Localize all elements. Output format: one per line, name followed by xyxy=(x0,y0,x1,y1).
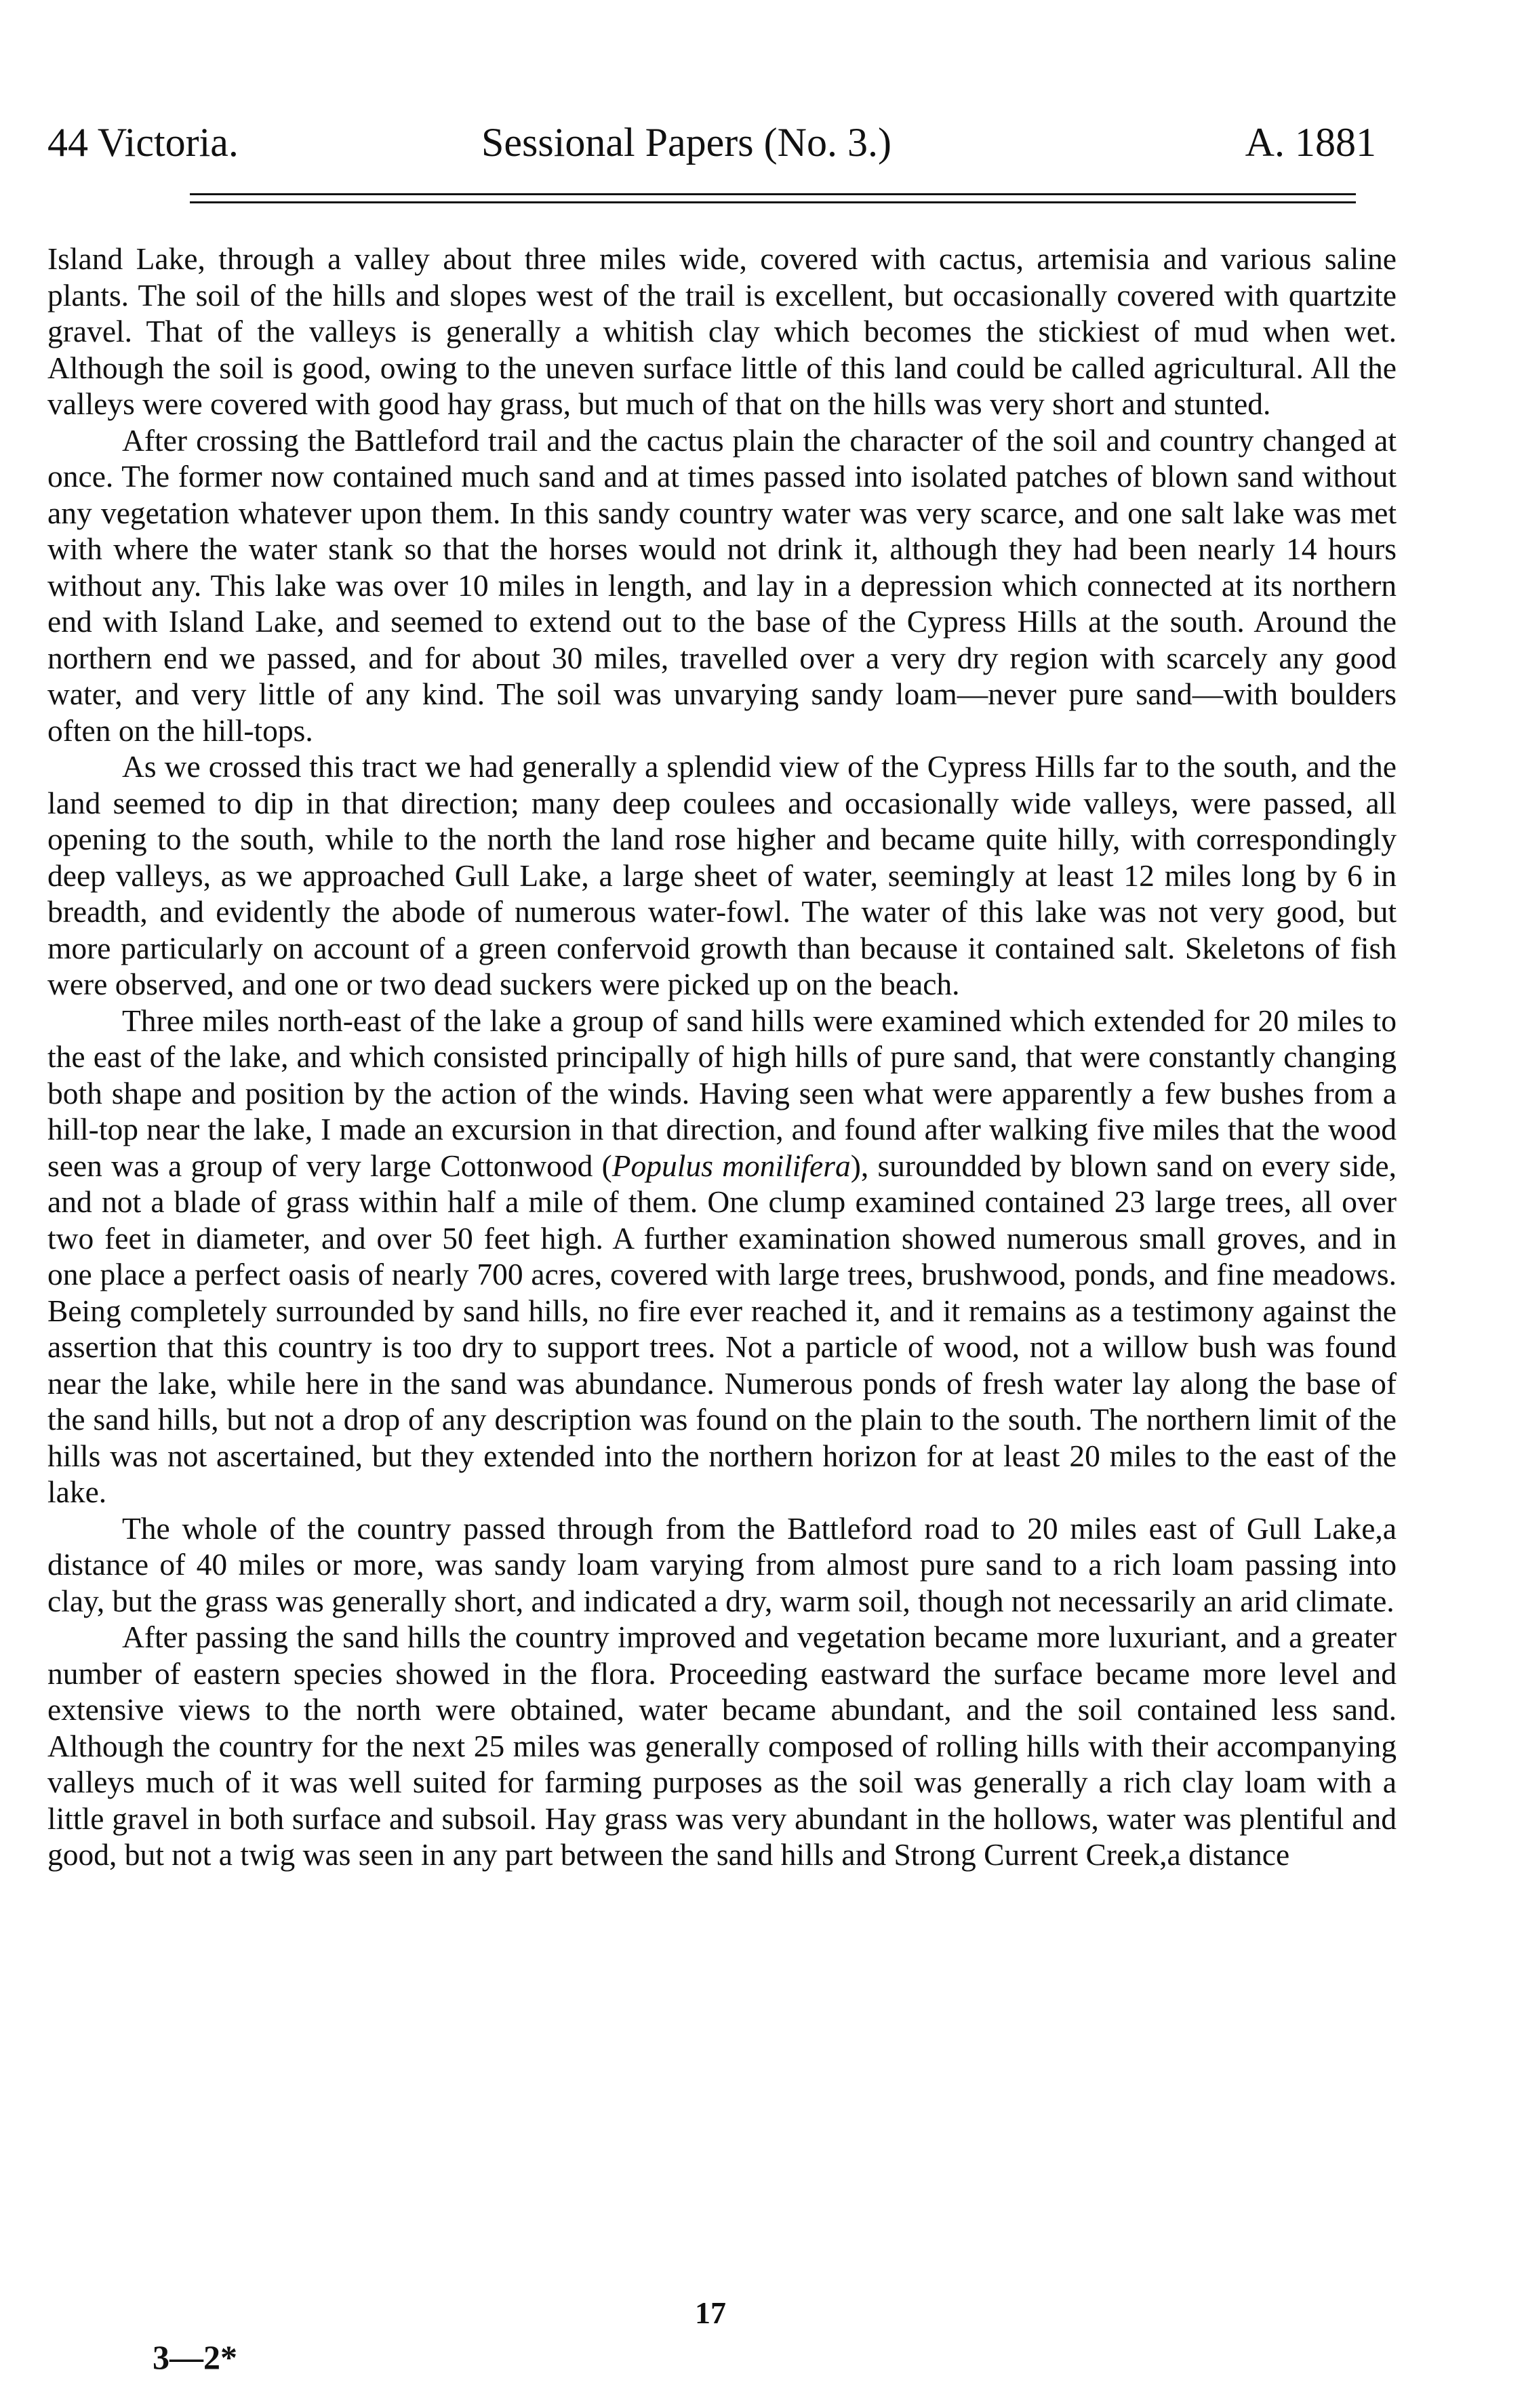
header-rule-top xyxy=(190,193,1356,195)
body-text xyxy=(47,241,1397,1873)
header-volume: 44 Victoria. xyxy=(47,120,239,165)
paragraph-4-part-1: Three miles north-east of the lake a group of sand hills were examined which extended for 20 miles to the east of the lake, and which consisted principally of high hills of pure sand, that were constantly changing both shape and position by the action of the winds. Having seen what were apparently a few bushes from a hill-top near the lake, I made an excursion in that direction, and found after walking five miles that the wood seen was a group of very large Cottonwood ( xyxy=(47,1003,1397,1183)
header-title: Sessional Papers (No. 3.) xyxy=(481,120,891,165)
paragraph-2: After crossing the Battleford trail and the cactus plain the character of the soil and country changed at once. The former now contained much sand and at times passed into isolated patches of blown sand without any vegetation whatever upon them. In this sandy country water was very scarce, and one salt lake was met with where the water stank so that the horses would not drink it, although they had been nearly 14 hours without any. This lake was over 10 miles in length, and lay in a depression which connected at its northern end with Island Lake, and seemed to extend out to the base of the Cypress Hills at the south. Around the northern end we passed, and for about 30 miles, travelled over a very dry region with scarcely any good water, and very little of any kind. The soil was unvarying sandy loam—never pure sand—with boulders often on the hill-tops. xyxy=(47,422,1397,748)
page-number: 17 xyxy=(695,2295,726,2330)
paragraph-4-part-2: ), suroundded by blown sand on every side, and not a blade of grass within half a mile of them. One clump examined contained 23 large trees, all over two feet in diameter, and over 50 feet high. A further examination showed numerous small groves, and in one place a perfect oasis of nearly 700 acres, covered with large trees, brushwood, ponds, and fine meadows. Being completely surrounded by sand hills, no fire ever reached it, and it remains as a testimony against the assertion that this country is too dry to support trees. Not a particle of wood, not a willow bush was found near the lake, while here in the sand was abundance. Numerous ponds of fresh water lay along the base of the sand hills, but not a drop of any description was found on the plain to the south. The northern limit of the hills was not ascertained, but they extended into the northern horizon for at least 20 miles to the east of the lake. xyxy=(47,1148,1397,1509)
species-name: Populus monilifera xyxy=(611,1148,851,1183)
paragraph-1: Island Lake, through a valley about three miles wide, covered with cactus, artemisia and various saline plants. The soil of the hills and slopes west of the trail is excellent, but occasionally covered with quartzite gravel. That of the valleys is generally a whitish clay which becomes the stickiest of mud when wet. Although the soil is good, owing to the uneven surface little of this land could be called agricultural. All the valleys were covered with good hay grass, but much of that on the hills was very short and stunted. xyxy=(47,241,1397,421)
paragraph-4 xyxy=(47,1003,1397,1510)
page-header xyxy=(47,115,1376,169)
paragraph-6: After passing the sand hills the country improved and vegetation became more luxuriant, and a greater number of eastern species showed in the flora. Proceeding eastward the surface became more level and extensive views to the north were obtained, water became abundant, and the soil contained less sand. Although the country for the next 25 miles was generally composed of rolling hills with their accompanying valleys much of it was well suited for farming purposes as the soil was generally a rich clay loam with a little gravel in both surface and subsoil. Hay grass was very abundant in the hollows, water was plentiful and good, but not a twig was seen in any part between the sand hills and Strong Current Creek,a distance xyxy=(47,1620,1397,1872)
paragraph-5: The whole of the country passed through from the Battleford road to 20 miles east of Gull Lake,a distance of 40 miles or more, was sandy loam varying from almost pure sand to a rich loam passing into clay, but the grass was generally short, and indicated a dry, warm soil, though not necessarily an arid climate. xyxy=(47,1510,1397,1618)
header-rule-bottom xyxy=(190,201,1356,203)
printer-signature: 3—2* xyxy=(153,2338,237,2376)
header-year: A. 1881 xyxy=(1245,120,1376,165)
paragraph-3: As we crossed this tract we had generally a splendid view of the Cypress Hills far to the south, and the land seemed to dip in that direction; many deep coulees and occasionally wide valleys, were passed, all opening to the south, while to the north the land rose higher and became quite hilly, with correspondingly deep valleys, as we approached Gull Lake, a large sheet of water, seemingly at least 12 miles long by 6 in breadth, and evidently the abode of numerous water-fowl. The water of this lake was not very good, but more particularly on account of a green confervoid growth than because it contained salt. Skeletons of fish were observed, and one or two dead suckers were picked up on the beach. xyxy=(47,749,1397,1001)
